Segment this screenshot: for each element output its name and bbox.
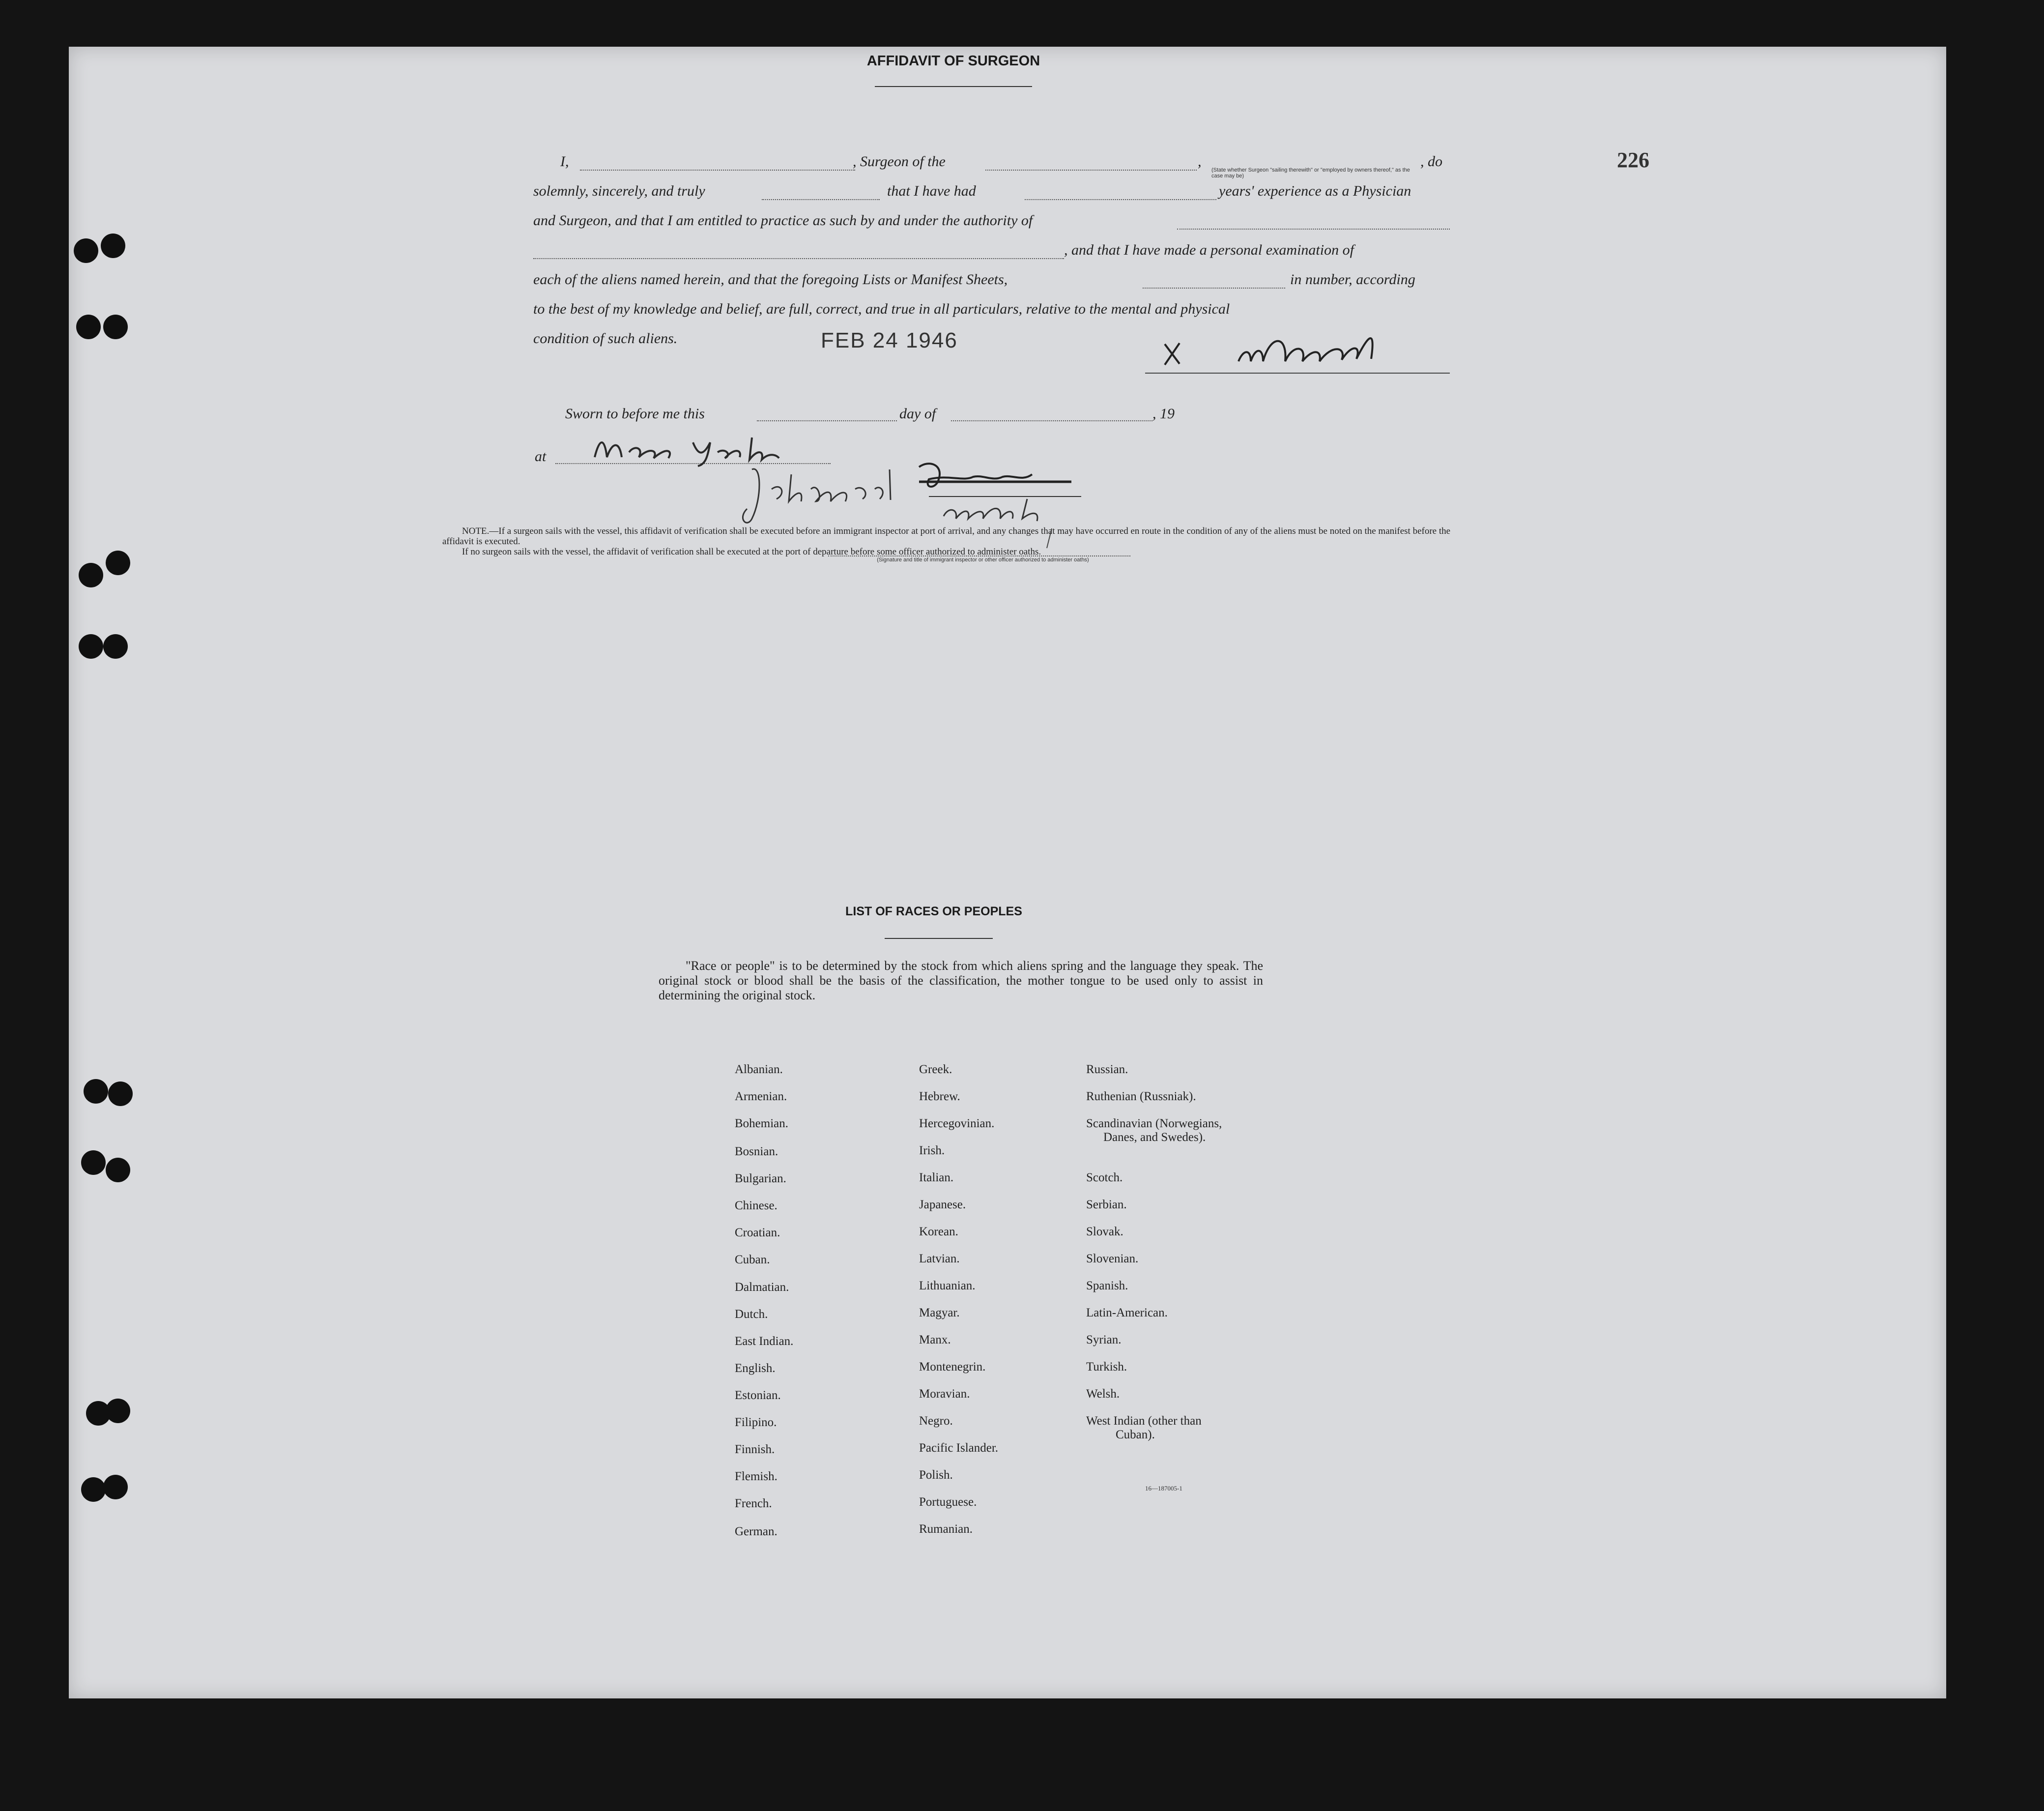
- swear-field[interactable]: [762, 199, 880, 200]
- affidavit-line6: to the best of my knowledge and belief, are full, correct, and true in all particulars, relative to the mental and physical: [533, 301, 1230, 317]
- punch-hole: [74, 238, 98, 263]
- race-item: East Indian.: [735, 1335, 794, 1348]
- punch-hole: [106, 551, 130, 575]
- race-item: Latvian.: [919, 1252, 960, 1265]
- race-item: Magyar.: [919, 1306, 960, 1319]
- race-item: German.: [735, 1525, 777, 1538]
- race-item: Montenegrin.: [919, 1360, 986, 1373]
- races-title-rule: [885, 938, 993, 939]
- affidavit-line5-start: each of the aliens named herein, and that the foregoing Lists or Manifest Sheets,: [533, 271, 1008, 288]
- race-item: Ruthenian (Russniak).: [1086, 1090, 1196, 1103]
- race-item: Albanian.: [735, 1063, 783, 1076]
- race-item: Bosnian.: [735, 1145, 778, 1158]
- at-label: at: [535, 448, 547, 465]
- race-item: Pacific Islander.: [919, 1441, 999, 1455]
- race-item: Finnish.: [735, 1443, 775, 1456]
- surgeon-of-field[interactable]: [985, 170, 1197, 171]
- surgeon-name-field[interactable]: [580, 170, 855, 171]
- note-paragraph-1: NOTE.—If a surgeon sails with the vessel, this affidavit of verification shall be executed before an immigrant inspector at port of arrival, and any changes that may have occurred en route in the condition of any of the aliens must be noted on the manifest before the affidavit is executed.: [442, 526, 1451, 547]
- races-intro: "Race or people" is to be determined by the stock from which aliens spring and the language they speak. The original stock or blood shall be the basis of the classification, the mother tongue to be used only to assist in determining the original stock.: [659, 959, 1263, 1002]
- race-item: Slovenian.: [1086, 1252, 1139, 1265]
- race-item: Armenian.: [735, 1090, 787, 1103]
- authority-field[interactable]: [1177, 229, 1450, 230]
- race-item: Lithuanian.: [919, 1279, 976, 1292]
- punch-hole: [76, 315, 101, 339]
- race-item: Cuban.: [735, 1253, 770, 1266]
- affidavit-line5-end: in number, according: [1290, 271, 1415, 288]
- race-item: French.: [735, 1497, 772, 1510]
- race-item: Manx.: [919, 1333, 951, 1346]
- race-item: Danes, and Swedes).: [1103, 1131, 1206, 1144]
- affidavit-line2-end: years' experience as a Physician: [1219, 183, 1411, 199]
- note-paragraph-2: If no surgeon sails with the vessel, the affidavit of verification shall be executed at the port of departure before some officer authorized to administer oaths.: [462, 547, 1041, 557]
- punch-hole: [103, 315, 128, 339]
- race-item: Bohemian.: [735, 1117, 789, 1130]
- punch-hole: [103, 634, 128, 659]
- race-item: Italian.: [919, 1171, 954, 1184]
- affidavit-line3: and Surgeon, and that I am entitled to practice as such by and under the authority of: [533, 212, 1033, 229]
- sworn-year-label: , 19: [1152, 406, 1175, 422]
- race-item: Slovak.: [1086, 1225, 1123, 1238]
- race-item: Filipino.: [735, 1416, 777, 1429]
- affidavit-line4: , and that I have made a personal examination of: [1064, 242, 1354, 258]
- punch-hole: [79, 634, 103, 659]
- years-experience-field[interactable]: [1025, 199, 1216, 200]
- sworn-day-field[interactable]: [757, 420, 897, 421]
- race-item: English.: [735, 1362, 776, 1375]
- signature-caption: (Signature and title of immigrant inspector or other officer authorized to administer oaths): [877, 557, 1089, 563]
- surgeon-status-instruction: (State whether Surgeon "sailing therewith" or "employed by owners thereof," as the case may be): [1211, 167, 1410, 179]
- affidavit-line1-end: , do: [1420, 153, 1442, 170]
- manifest-sheets-field[interactable]: [1143, 288, 1285, 289]
- race-item: Syrian.: [1086, 1333, 1122, 1346]
- affidavit-line1-mid: , Surgeon of the: [853, 153, 946, 170]
- race-item: Irish.: [919, 1144, 945, 1157]
- race-item: Negro.: [919, 1414, 953, 1428]
- race-item: Scandinavian (Norwegians,: [1086, 1117, 1222, 1130]
- page-number: 226: [1617, 148, 1649, 172]
- affidavit-line2-mid: that I have had: [887, 183, 976, 199]
- race-item: Portuguese.: [919, 1495, 977, 1509]
- race-item: Dutch.: [735, 1308, 768, 1321]
- affidavit-title: AFFIDAVIT OF SURGEON: [866, 53, 1040, 69]
- affidavit-line1-start: I,: [560, 153, 569, 170]
- sworn-day-of-label: day of: [899, 406, 936, 422]
- title-rule: [875, 86, 1032, 87]
- race-item: Spanish.: [1086, 1279, 1128, 1292]
- race-item: Bulgarian.: [735, 1172, 786, 1185]
- race-item: Russian.: [1086, 1063, 1128, 1076]
- race-item: Flemish.: [735, 1470, 777, 1483]
- document-sheet: [69, 47, 1946, 1698]
- punch-hole: [81, 1477, 106, 1502]
- race-item: Chinese.: [735, 1199, 777, 1212]
- punch-hole: [84, 1079, 108, 1104]
- race-item: Cuban).: [1116, 1428, 1155, 1441]
- race-item: Turkish.: [1086, 1360, 1127, 1373]
- race-item: Moravian.: [919, 1387, 970, 1401]
- race-item: Scotch.: [1086, 1171, 1123, 1184]
- race-item: Estonian.: [735, 1389, 781, 1402]
- punch-hole: [81, 1150, 106, 1175]
- race-item: Croatian.: [735, 1226, 780, 1239]
- affidavit-line1-comma: ,: [1198, 153, 1202, 170]
- punch-hole: [101, 234, 125, 258]
- punch-hole: [106, 1158, 130, 1182]
- race-item: Rumanian.: [919, 1522, 973, 1536]
- race-item: Hercegovinian.: [919, 1117, 995, 1130]
- authority-field-continued[interactable]: [533, 258, 1064, 259]
- punch-hole: [106, 1399, 130, 1423]
- race-item: Hebrew.: [919, 1090, 960, 1103]
- race-item: Latin-American.: [1086, 1306, 1168, 1319]
- race-item: Japanese.: [919, 1198, 966, 1211]
- race-item: Polish.: [919, 1468, 953, 1482]
- surgeon-signature-icon: [1145, 315, 1450, 374]
- races-title: LIST OF RACES OR PEOPLES: [845, 905, 1022, 918]
- sworn-label: Sworn to before me this: [565, 406, 705, 422]
- race-item: Korean.: [919, 1225, 958, 1238]
- race-item: West Indian (other than: [1086, 1414, 1202, 1428]
- punch-hole: [103, 1475, 128, 1499]
- race-item: Greek.: [919, 1063, 952, 1076]
- race-item: Serbian.: [1086, 1198, 1127, 1211]
- affidavit-line7: condition of such aliens.: [533, 330, 678, 347]
- punch-hole: [79, 563, 103, 587]
- date-stamp: FEB 24 1946: [821, 328, 958, 352]
- form-number: 16—187005-1: [1145, 1485, 1182, 1492]
- race-item: Dalmatian.: [735, 1281, 789, 1294]
- affidavit-note: [442, 526, 1455, 557]
- punch-hole: [108, 1081, 133, 1106]
- race-item: Welsh.: [1086, 1387, 1120, 1401]
- sworn-month-field[interactable]: [951, 420, 1152, 421]
- affidavit-line2-start: solemnly, sincerely, and truly: [533, 183, 705, 199]
